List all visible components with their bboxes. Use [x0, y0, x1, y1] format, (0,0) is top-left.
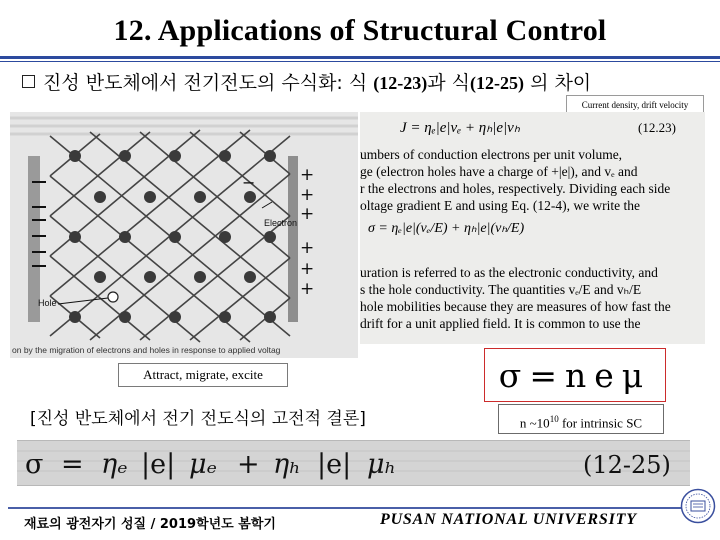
excerpt-text-block-1	[360, 146, 705, 214]
excerpt-line: r the electrons and holes, respectively. Dividing each side	[360, 181, 671, 196]
formula-plus: +	[237, 449, 260, 480]
excerpt-line: s the hole conductivity. The quantities vₑ/E and vₕ/E	[360, 282, 642, 297]
subtitle-and: 과 식	[427, 72, 471, 94]
lattice-diagram	[10, 112, 358, 358]
excerpt-line: umbers of conduction electrons per unit volume,	[360, 147, 623, 162]
title-rule-thin	[0, 61, 720, 62]
hole-label: Hole	[38, 298, 57, 308]
svg-text:+: +	[300, 204, 315, 224]
eq-number-1223: (12.23)	[638, 120, 676, 135]
formula-mu-e: μₑ	[189, 449, 218, 480]
subtitle-tail: 의 차이	[530, 72, 592, 94]
lattice-caption: on by the migration of electrons and holes in response to applied voltag	[12, 345, 281, 355]
formula-abs-e2: |e|	[317, 449, 352, 480]
attract-caption: Attract, migrate, excite	[118, 363, 288, 387]
course-footer: 재료의 광전자기 성질 / 2019학년도 봄학기	[24, 517, 276, 532]
sigma-formula-box	[484, 348, 666, 402]
sigma-mu: μ	[621, 355, 652, 395]
excerpt-text-block-2	[360, 264, 705, 332]
conductivity-formula-strip	[17, 440, 690, 486]
svg-text:+: +	[300, 185, 315, 205]
formula-eta-e: ηₑ	[101, 449, 128, 480]
formula-abs-e1: |e|	[141, 449, 176, 480]
excerpt-line: ge (electron holes have a charge of +|e|), and vₑ and	[360, 164, 638, 179]
formula-eta-h: ηₕ	[273, 449, 301, 480]
university-seal-logo	[680, 488, 716, 524]
excerpt-line: hole mobilities because they are measures of how fast the	[360, 299, 671, 314]
subtitle-eq2: (12-25)	[470, 73, 525, 93]
n-note-suffix: for intrinsic SC	[558, 415, 643, 431]
n-note-exp: 10	[549, 414, 559, 424]
excerpt-line: oltage gradient E and using Eq. (12-4), we write the	[360, 198, 641, 213]
sigma-n: n	[564, 355, 595, 395]
eq-current-density: J = ηₑ|e|vₑ + ηₕ|e|vₕ	[400, 120, 520, 136]
footer-rule	[8, 507, 690, 509]
formula-equals: =	[61, 449, 84, 480]
checkbox-bullet-icon	[22, 75, 35, 88]
subtitle-mid: 식	[348, 72, 368, 94]
formula-sigma: σ	[25, 449, 44, 480]
classical-conclusion-note: [진성 반도체에서 전기 전도식의 고전적 결론]	[30, 409, 366, 429]
excerpt-line: uration is referred to as the electronic conductivity, and	[360, 265, 658, 280]
carrier-density-note	[498, 404, 664, 434]
eq-conductivity: σ = ηₑ|e|(vₑ/E) + ηₕ|e|(vₕ/E)	[368, 221, 525, 236]
formula-mu-h: μₕ	[367, 449, 397, 480]
university-name: PUSAN NATIONAL UNIVERSITY	[380, 511, 637, 528]
slide-title: 12. Applications of Structural Control	[113, 14, 607, 47]
excerpt-line: drift for a unit applied field. It is common to use the	[360, 316, 641, 331]
svg-text:−: −	[242, 173, 256, 192]
subtitle-line	[22, 68, 591, 95]
sigma-equals: =	[529, 355, 565, 395]
n-note-prefix: n ~10	[519, 415, 550, 431]
textbook-excerpt	[360, 112, 705, 344]
formula-1225	[17, 441, 690, 485]
lattice-figure	[10, 112, 358, 358]
sigma-e: e	[594, 355, 622, 395]
subtitle-eq1: (12-23)	[373, 73, 428, 93]
title-rule	[0, 56, 720, 59]
svg-text:+: +	[300, 238, 315, 258]
svg-text:+: +	[300, 165, 315, 185]
svg-text:+: +	[300, 279, 315, 299]
formula-number: (12-25)	[583, 451, 671, 479]
svg-text:+: +	[300, 259, 315, 279]
sigma-symbol: σ	[498, 355, 530, 395]
subtitle-korean: 진성 반도체에서 전기전도의 수식화:	[43, 72, 343, 94]
current-density-label: Current density, drift velocity	[566, 95, 704, 115]
electron-label: Electron	[264, 218, 298, 228]
